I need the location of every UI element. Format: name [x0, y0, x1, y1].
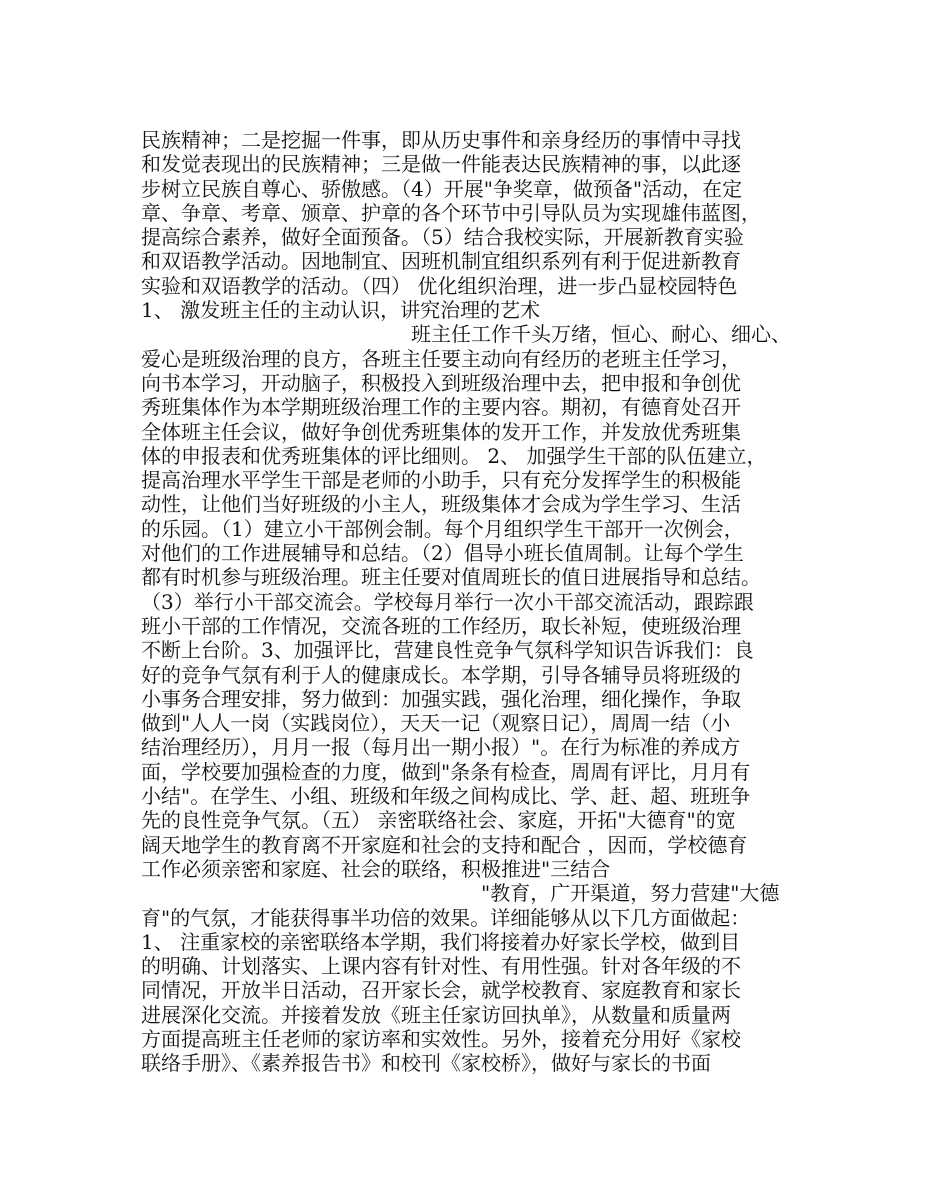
text-line: 全体班主任会议，做好争创优秀班集体的发开工作，并发放优秀班集: [141, 419, 741, 444]
section-heading: 1、 激发班主任的主动认识，讲究治理的艺术: [141, 298, 541, 323]
text-line: "教育，广开渠道，努力营建"大德: [481, 881, 780, 906]
text-line: 1、 注重家校的亲密联络本学期，我们将接着办好家长学校，做到目: [141, 929, 741, 954]
text-line: 做到"人人一岗（实践岗位），天天一记（观察日记），周周一结（小: [141, 711, 731, 736]
text-line: 都有时机参与班级治理。班主任要对值周班长的值日进展指导和总结。: [141, 565, 761, 590]
text-line: 民族精神；二是挖掘一件事，即从历史事件和亲身经历的事情中寻找: [141, 128, 741, 152]
text-line: 实验和双语教学的活动。（四） 优化组织治理，进一步凸显校园特色: [141, 273, 738, 298]
text-line: 爱心是班级治理的良方，各班主任要主动向有经历的老班主任学习，: [141, 346, 741, 371]
text-line: 阔天地学生的教育离不开家庭和社会的支持和配合 ，因而，学校德育: [141, 832, 748, 857]
text-line: 方面提高班主任老师的家访率和实效性。另外，接着充分用好《家校: [141, 1026, 741, 1051]
text-line: 提高治理水平学生干部是老师的小助手，只有充分发挥学生的积极能: [141, 468, 741, 493]
text-line: 提高综合素养，做好全面预备。（5）结合我校实际，开展新教育实验: [141, 225, 744, 250]
text-line: （3）举行小干部交流会。学校每月举行一次小干部交流活动，跟踪跟: [141, 589, 754, 614]
text-line: 体的申报表和优秀班集体的评比细则。 2、 加强学生干部的队伍建立，: [141, 443, 767, 468]
text-line: 的乐园。（1）建立小干部例会制。每个月组织学生干部开一次例会，: [141, 516, 744, 541]
text-line: 不断上台阶。3、加强评比，营建良性竞争气氛科学知识告诉我们：良: [141, 638, 754, 663]
text-line: 育"的气氛，才能获得事半功倍的效果。详细能够从以下几方面做起：: [141, 905, 751, 930]
text-line: 小事务合理安排，努力做到：加强实践，强化治理，细化操作，争取: [141, 686, 741, 711]
text-line: 面，学校要加强检查的力度，做到"条条有检查，周周有评比，月月有: [141, 759, 751, 784]
text-line: 秀班集体作为本学期班级治理工作的主要内容。期初，有德育处召开: [141, 395, 741, 420]
text-line: 对他们的工作进展辅导和总结。（2）倡导小班长值周制。让每个学生: [141, 541, 744, 566]
text-line: 结治理经历），月月一报（每月出一期小报）"。在行为标准的养成方: [141, 735, 741, 760]
text-line: 联络手册》、《素养报告书》和校刊《家校桥》，做好与家长的书面: [141, 1051, 711, 1076]
text-line: 和发觉表现出的民族精神；三是做一件能表达民族精神的事，以此逐: [141, 152, 741, 177]
text-line: 小结"。在学生、小组、班级和年级之间构成比、学、赶、超、班班争: [141, 784, 751, 809]
text-line: 先的良性竞争气氛。（五） 亲密联络社会、家庭，开拓"大德育"的宽: [141, 808, 736, 833]
text-line: 进展深化交流。并接着发放《班主任家访回执单》，从数量和质量两: [141, 1002, 731, 1027]
text-line: 的明确、计划落实、上课内容有针对性、有用性强。针对各年级的不: [141, 954, 741, 979]
body-text: [141, 128, 821, 1076]
text-line: 班主任工作千头万绪，恒心、耐心、细心、: [411, 322, 791, 347]
text-line: 章、争章、考章、颁章、护章的各个环节中引导队员为实现雄伟蓝图，: [141, 200, 761, 225]
text-line: 工作必须亲密和家庭、社会的联络，积极推进"三结合: [141, 856, 611, 881]
text-line: 动性，让他们当好班级的小主人，班级集体才会成为学生学习、生活: [141, 492, 741, 517]
text-line: 步树立民族自尊心、骄傲感。（4）开展"争奖章，做预备"活动，在定: [141, 176, 743, 201]
text-line: 班小干部的工作情况，交流各班的工作经历，取长补短，使班级治理: [141, 613, 741, 638]
text-line: 好的竞争气氛有利于人的健康成长。本学期，引导各辅导员将班级的: [141, 662, 741, 687]
text-line: 和双语教学活动。因地制宜、因班机制宜组织系列有利于促进新教育: [141, 249, 741, 274]
text-line: 向书本学习，开动脑子，积极投入到班级治理中去，把申报和争创优: [141, 370, 741, 395]
text-line: 同情况，开放半日活动，召开家长会，就学校教育、家庭教育和家长: [141, 978, 741, 1003]
